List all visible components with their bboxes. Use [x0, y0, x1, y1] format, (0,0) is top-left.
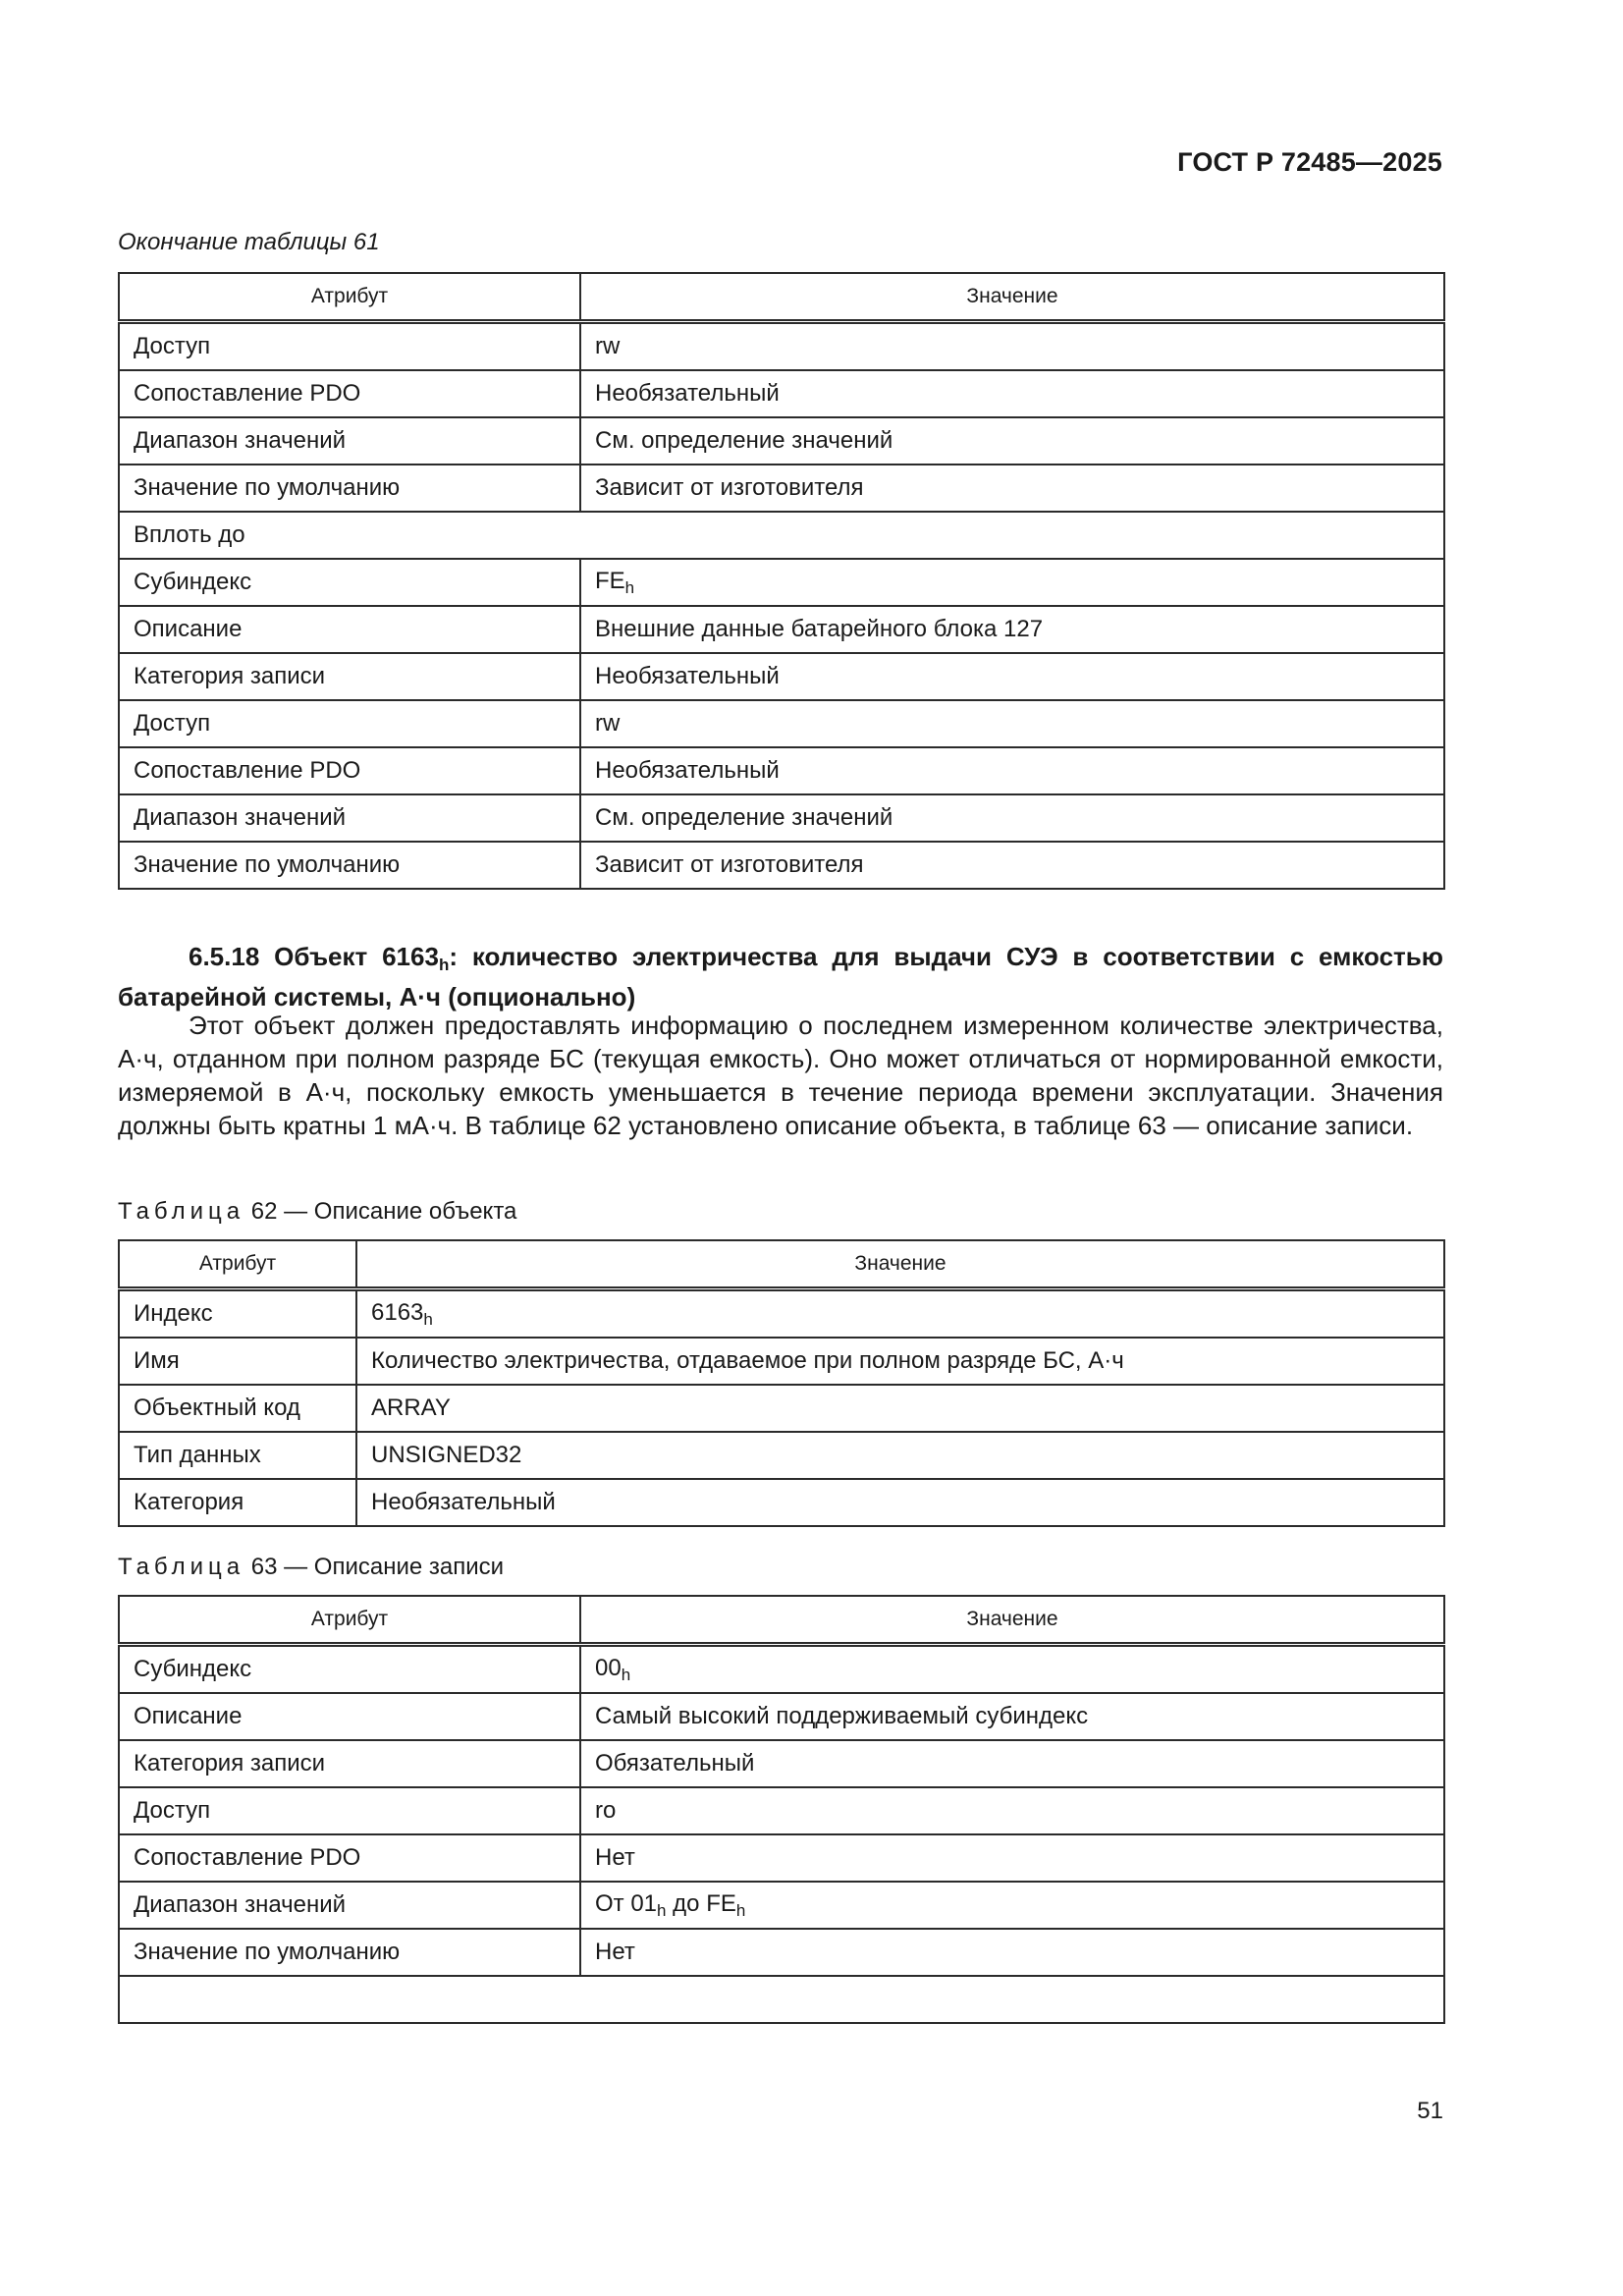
attribute-cell: Субиндекс	[119, 1645, 580, 1694]
value-text: Количество электричества, отдаваемое при полном разряде БС, А·ч	[371, 1347, 1124, 1374]
merged-cell: Вплоть до	[119, 512, 1444, 559]
value-cell	[580, 1882, 1444, 1929]
table-row	[119, 417, 1444, 465]
table-row	[119, 1740, 1444, 1787]
table-row	[119, 842, 1444, 889]
attribute-cell: Тип данных	[119, 1432, 356, 1479]
table-row	[119, 1693, 1444, 1740]
attribute-cell: Доступ	[119, 1787, 580, 1834]
value-text: 6163	[371, 1298, 424, 1326]
document-id: ГОСТ Р 72485—2025	[1177, 147, 1442, 177]
value-cell	[356, 1289, 1444, 1339]
value-cell	[580, 653, 1444, 700]
attribute-cell: Значение по умолчанию	[119, 1929, 580, 1976]
value-text: Внешние данные батарейного блока 127	[595, 616, 1044, 642]
table-row	[119, 1338, 1444, 1385]
table-row	[119, 370, 1444, 417]
table-row	[119, 700, 1444, 747]
caption-title: 63 — Описание записи	[244, 1554, 505, 1580]
table-row	[119, 559, 1444, 606]
heading-text: 6.5.18 Объект 6163	[189, 942, 439, 971]
column-header-value: Значение	[356, 1240, 1444, 1289]
value-cell	[580, 1740, 1444, 1787]
table-row	[119, 1289, 1444, 1339]
section-heading	[118, 941, 1443, 1013]
table-row	[119, 465, 1444, 512]
value-cell	[580, 465, 1444, 512]
table-row	[119, 1479, 1444, 1526]
table-row	[119, 1976, 1444, 2023]
value-cell	[580, 1787, 1444, 1834]
attribute-cell: Сопоставление PDO	[119, 370, 580, 417]
table62-caption	[118, 1198, 516, 1226]
value-text: Зависит от изготовителя	[595, 851, 864, 878]
attribute-cell: Значение по умолчанию	[119, 465, 580, 512]
value-text: rw	[595, 710, 621, 737]
value-text: FE	[595, 567, 625, 594]
attribute-cell: Доступ	[119, 322, 580, 371]
value-text: rw	[595, 333, 621, 359]
table63-caption	[118, 1554, 504, 1581]
heading-text-rest: : количество электричества для выдачи СУЭ в соответствии с емкостью батарейной системы, А·ч (опционально)	[118, 942, 1443, 1011]
table-row	[119, 322, 1444, 371]
table-row	[119, 1385, 1444, 1432]
attribute-cell: Диапазон значений	[119, 1882, 580, 1929]
value-cell	[580, 1645, 1444, 1694]
table-header-row	[119, 273, 1444, 322]
value-text: Необязательный	[595, 757, 780, 784]
table-row	[119, 1645, 1444, 1694]
attribute-cell: Категория	[119, 1479, 356, 1526]
value-text: Необязательный	[371, 1489, 556, 1515]
page-number: 51	[1417, 2098, 1443, 2124]
value-cell	[580, 747, 1444, 794]
value-cell	[580, 794, 1444, 842]
table-row	[119, 1834, 1444, 1882]
value-cell	[580, 1834, 1444, 1882]
attribute-cell: Значение по умолчанию	[119, 842, 580, 889]
attribute-cell: Описание	[119, 1693, 580, 1740]
value-text: От 01	[595, 1889, 658, 1917]
attribute-cell: Диапазон значений	[119, 794, 580, 842]
value-text: См. определение значений	[595, 427, 893, 454]
value-cell	[580, 322, 1444, 371]
value-text: Необязательный	[595, 663, 780, 689]
value-subscript: h	[735, 1900, 746, 1920]
column-header-attribute: Атрибут	[119, 1596, 580, 1645]
caption-label: Таблица	[118, 1198, 245, 1225]
value-text: См. определение значений	[595, 804, 893, 831]
attribute-cell: Сопоставление PDO	[119, 747, 580, 794]
attribute-cell: Категория записи	[119, 1740, 580, 1787]
caption-title: 62 — Описание объекта	[244, 1198, 517, 1225]
section-paragraph: Этот объект должен предоставлять информацию о последнем измеренном количестве электричества, А·ч, отданном при полном разряде БС (текущая емкость). Оно может отличаться от нормированной емкости, измеряемой в А·ч, поскольку емкость уменьшается в течение периода времени эксплуатации. Значения должны быть кратны 1 мА·ч. В таблице 62 установлено описание объекта, в таблице 63 — описание записи.	[118, 1011, 1443, 1140]
value-text: ro	[595, 1797, 617, 1824]
value-subscript: h	[624, 577, 635, 597]
value-text: Зависит от изготовителя	[595, 474, 864, 501]
column-header-value: Значение	[580, 1596, 1444, 1645]
attribute-cell: Описание	[119, 606, 580, 653]
column-header-attribute: Атрибут	[119, 1240, 356, 1289]
attribute-cell: Субиндекс	[119, 559, 580, 606]
table-row	[119, 1432, 1444, 1479]
table-62	[118, 1239, 1445, 1527]
table-61-end	[118, 272, 1445, 890]
value-cell	[580, 559, 1444, 606]
value-text: Нет	[595, 1939, 635, 1965]
value-text: Необязательный	[595, 380, 780, 407]
value-cell	[580, 1693, 1444, 1740]
attribute-cell: Категория записи	[119, 653, 580, 700]
table-row	[119, 747, 1444, 794]
value-subscript: h	[423, 1309, 433, 1329]
value-subscript: h	[657, 1900, 667, 1920]
column-header-value: Значение	[580, 273, 1444, 322]
value-cell	[580, 842, 1444, 889]
table61-continuation-caption: Окончание таблицы 61	[118, 229, 380, 255]
table-header-row	[119, 1240, 1444, 1289]
table-row	[119, 606, 1444, 653]
value-cell	[356, 1432, 1444, 1479]
table-63	[118, 1595, 1445, 2024]
attribute-cell: Имя	[119, 1338, 356, 1385]
merged-cell	[119, 1976, 1444, 2023]
attribute-cell: Доступ	[119, 700, 580, 747]
column-header-attribute: Атрибут	[119, 273, 580, 322]
heading-subscript: h	[438, 956, 450, 974]
value-text: ARRAY	[371, 1394, 451, 1421]
table-row	[119, 1882, 1444, 1929]
table-row	[119, 512, 1444, 559]
value-text: до FE	[666, 1889, 736, 1917]
value-cell	[356, 1385, 1444, 1432]
value-cell	[356, 1338, 1444, 1385]
table-row	[119, 794, 1444, 842]
attribute-cell: Диапазон значений	[119, 417, 580, 465]
value-text: UNSIGNED32	[371, 1442, 522, 1468]
value-cell	[580, 417, 1444, 465]
value-text: 00	[595, 1654, 622, 1681]
attribute-cell: Сопоставление PDO	[119, 1834, 580, 1882]
table-row	[119, 653, 1444, 700]
value-cell	[356, 1479, 1444, 1526]
attribute-cell: Объектный код	[119, 1385, 356, 1432]
caption-label: Таблица	[118, 1554, 245, 1580]
value-cell	[580, 606, 1444, 653]
table-row	[119, 1929, 1444, 1976]
value-text: Самый высокий поддерживаемый субиндекс	[595, 1703, 1089, 1729]
attribute-cell: Индекс	[119, 1289, 356, 1339]
value-cell	[580, 1929, 1444, 1976]
value-text: Обязательный	[595, 1750, 755, 1777]
value-cell	[580, 370, 1444, 417]
value-text: Нет	[595, 1844, 635, 1871]
value-subscript: h	[621, 1665, 631, 1684]
table-row	[119, 1787, 1444, 1834]
value-cell	[580, 700, 1444, 747]
table-header-row	[119, 1596, 1444, 1645]
